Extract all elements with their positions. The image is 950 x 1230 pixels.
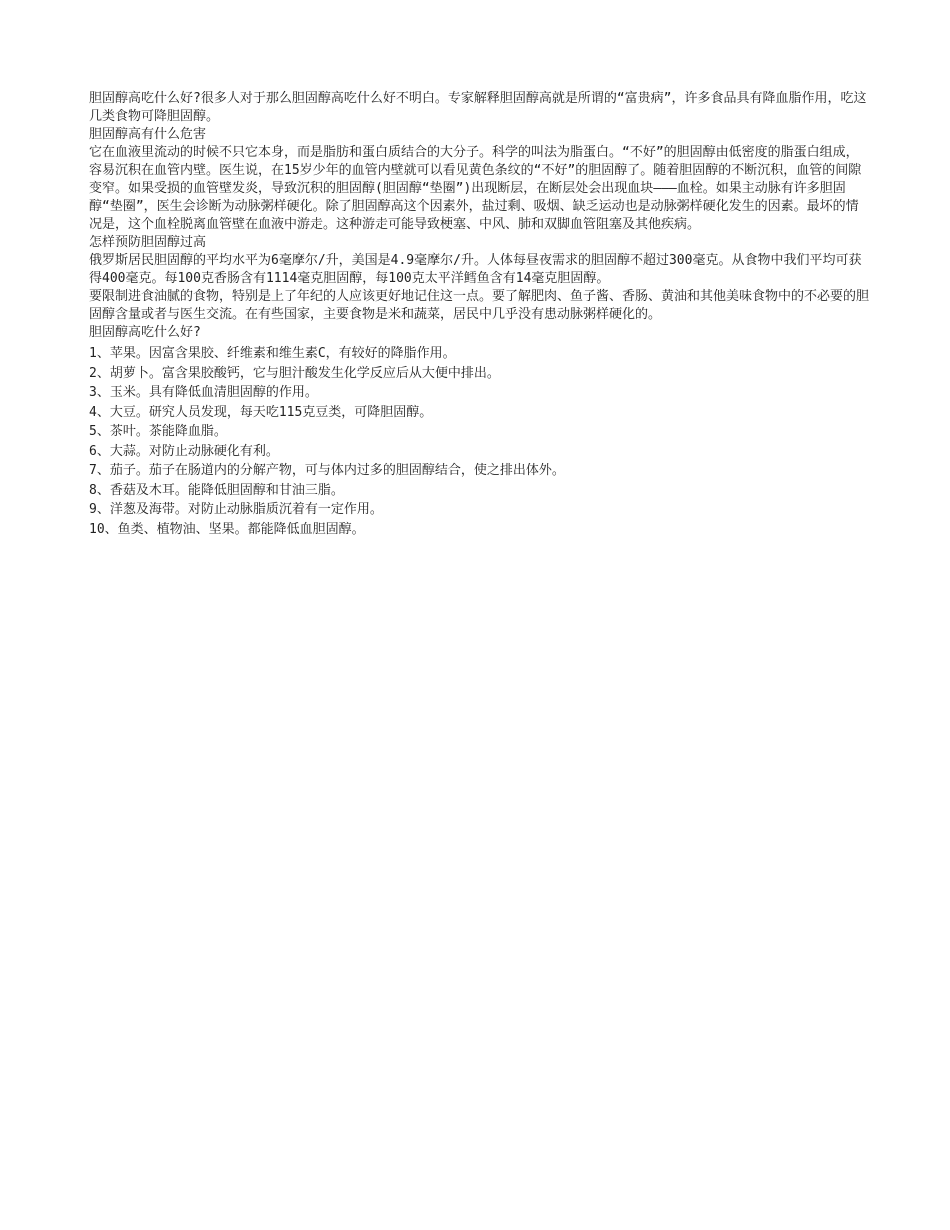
- list-item: 7、茄子。茄子在肠道内的分解产物，可与体内过多的胆固醇结合，使之排出体外。: [89, 463, 565, 478]
- list-item: 10、鱼类、植物油、坚果。都能降低血胆固醇。: [89, 521, 365, 537]
- prevention-paragraph-1: 俄罗斯居民胆固醇的平均水平为6毫摩尔/升，美国是4.9毫摩尔/升。人体每昼夜需求的胆固醇不超过300毫克。从食物中我们平均可获得400毫克。每100克香肠含有1114毫克胆固醇，每100克太平洋鳕鱼含有14毫克胆固醇。: [89, 253, 862, 286]
- list-item: 9、洋葱及海带。对防止动脉脂质沉着有一定作用。: [89, 502, 383, 517]
- list-item: 8、香菇及木耳。能降低胆固醇和甘油三脂。: [89, 482, 344, 498]
- prevention-paragraph-2: 要限制进食油腻的食物，特别是上了年纪的人应该更好地记住这一点。要了解肥肉、鱼子酱、香肠、黄油和其他美味食物中的不必要的胆固醇含量或者与医生交流。在有些国家，主要食物是米和蔬菜，居民中几乎没有患动脉粥样硬化的。: [89, 289, 870, 322]
- list-item: 1、苹果。因富含果胶、纤维素和维生素C，有较好的降脂作用。: [89, 346, 456, 361]
- list-item: 4、大豆。研究人员发现，每天吃115克豆类，可降胆固醇。: [89, 404, 433, 420]
- list-item: 2、胡萝卜。富含果胶酸钙，它与胆汁酸发生化学反应后从大便中排出。: [89, 365, 500, 381]
- section-heading-foods: 胆固醇高吃什么好?: [89, 325, 201, 340]
- hazards-paragraph: 它在血液里流动的时候不只它本身，而是脂肪和蛋白质结合的大分子。科学的叫法为脂蛋白。“不好”的胆固醇由低密度的脂蛋白组成，容易沉积在血管内壁。医生说，在15岁少年的血管内壁就可以看见黄色条纹的“不好”的胆固醇了。随着胆固醇的不断沉积，血管的间隙变窄。如果受损的血管壁发炎，导致沉积的胆固醇(胆固醇“垫圈”)出现断层，在断层处会出现血块———血栓。如果主动脉有许多胆固醇“垫圈”，医生会诊断为动脉粥样硬化。除了胆固醇高这个因素外，盐过剩、吸烟、缺乏运动也是动脉粥样硬化发生的因素。最坏的情况是，这个血栓脱离血管壁在血液中游走。这种游走可能导致梗塞、中风、肺和双脚血管阻塞及其他疾病。: [89, 145, 862, 232]
- food-list: [89, 344, 869, 539]
- section-heading-prevention: 怎样预防胆固醇过高: [89, 235, 207, 250]
- intro-paragraph: 胆固醇高吃什么好?很多人对于那么胆固醇高吃什么好不明白。专家解释胆固醇高就是所谓的“富贵病”，许多食品具有降血脂作用，吃这几类食物可降胆固醇。: [89, 91, 867, 124]
- list-item: 5、茶叶。茶能降血脂。: [89, 424, 227, 439]
- document-page: [89, 90, 869, 539]
- section-heading-hazards: 胆固醇高有什么危害: [89, 127, 207, 142]
- list-item: 6、大蒜。对防止动脉硬化有利。: [89, 443, 279, 459]
- list-item: 3、玉米。具有降低血清胆固醇的作用。: [89, 385, 318, 400]
